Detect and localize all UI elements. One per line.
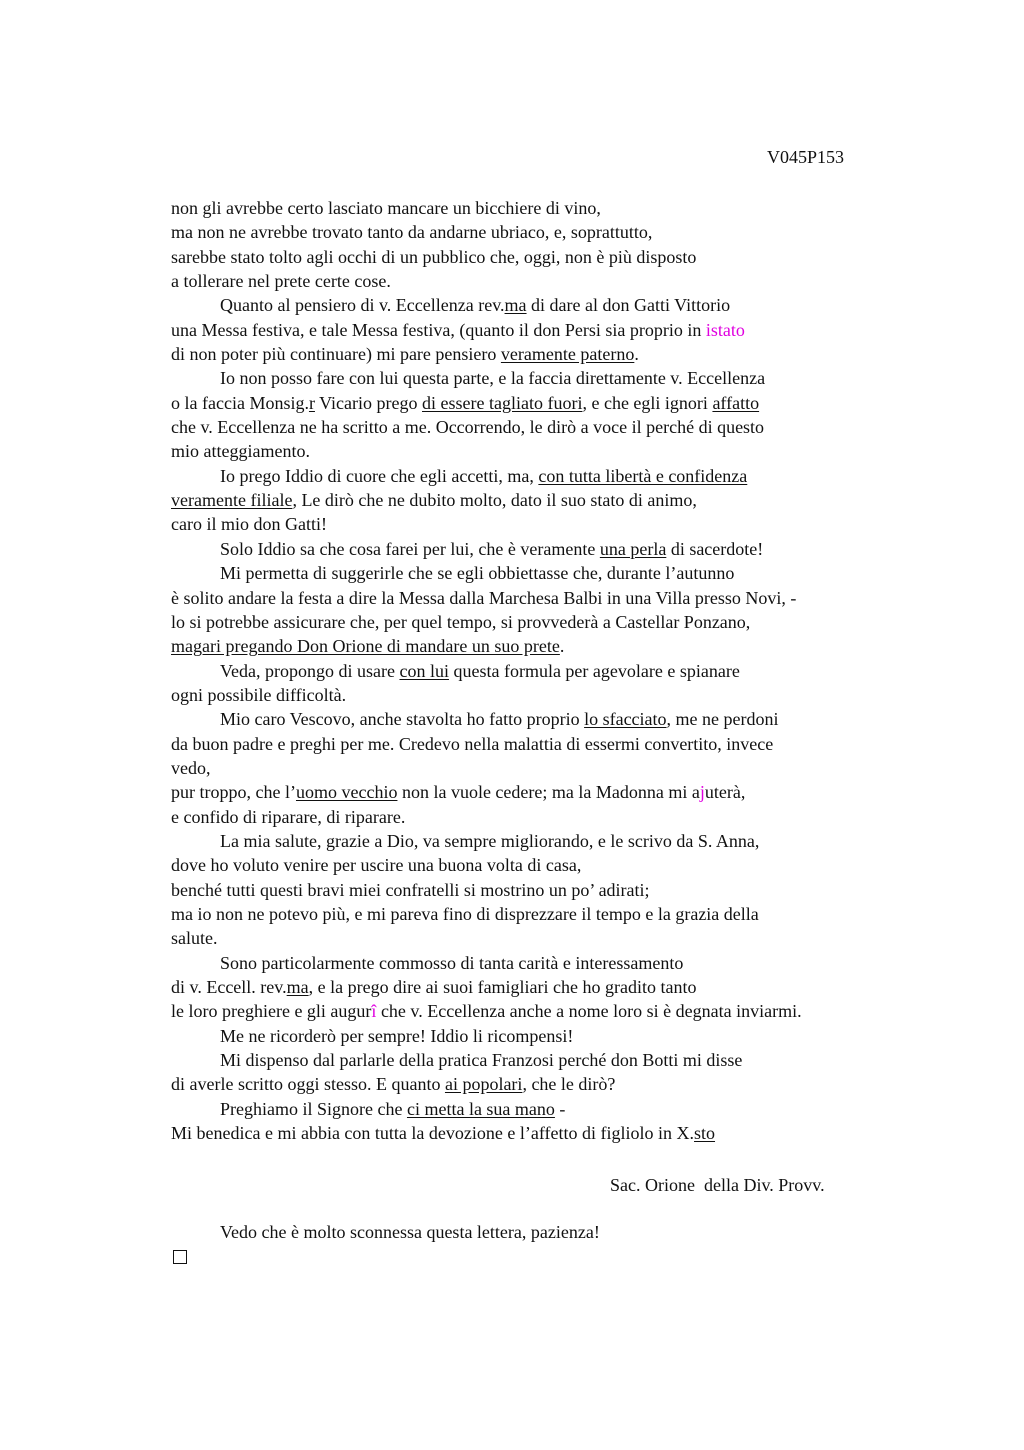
highlighted-text: j (699, 782, 705, 803)
text-run: da buon padre e preghi per me. Credevo nella malattia di essermi convertito, invece (171, 733, 774, 754)
text-run: Solo Iddio sa che cosa farei per lui, che è veramente (220, 538, 600, 559)
text-run: questa formula per agevolare e spianare (448, 660, 740, 681)
text-run: non la vuole cedere; ma la Madonna mi a (397, 782, 700, 803)
letter-line (171, 220, 931, 244)
letter-line (171, 610, 931, 634)
letter-line (171, 732, 931, 756)
text-run: , Le dirò che ne dubito molto, dato il suo stato di animo, (292, 490, 697, 511)
letter-line (171, 439, 931, 463)
text-run: e confido di riparare, di riparare. (171, 806, 406, 827)
letter-line (171, 999, 931, 1023)
text-run: o la faccia Monsig. (171, 392, 309, 413)
letter-line (171, 951, 931, 975)
text-run: è solito andare la festa a dire la Messa dalla Marchesa Balbi in una Villa presso Novi, - (171, 587, 797, 608)
text-run: mio atteggiamento. (171, 441, 310, 462)
text-run: . (559, 636, 565, 657)
text-run: , e che egli ignori (582, 392, 713, 413)
letter-line (171, 756, 931, 780)
letter-line (171, 366, 931, 390)
text-run: benché tutti questi bravi miei confratelli si mostrino un po’ adirati; (171, 879, 650, 900)
text-run: Mio caro Vescovo, anche stavolta ho fatto proprio (220, 709, 585, 730)
letter-line (171, 878, 931, 902)
text-run: , e la prego dire ai suoi famigliari che ho gradito tanto (308, 977, 697, 997)
underlined-text: con tutta libertà e confidenza (538, 465, 748, 486)
letter-line (171, 659, 931, 683)
text-run: ma non ne avrebbe trovato tanto da andarne ubriaco, e, soprattutto, (171, 222, 653, 243)
underlined-text: una perla (599, 538, 667, 559)
text-run: Quanto al pensiero di v. Eccellenza rev. (220, 295, 505, 316)
text-run: caro il mio don Gatti! (171, 514, 327, 535)
letter-line (171, 805, 931, 829)
letter-line (171, 902, 931, 926)
text-run: - (554, 1098, 566, 1119)
letter-line (171, 926, 931, 950)
letter-line (171, 342, 931, 366)
underlined-text: r (308, 392, 315, 413)
text-run: La mia salute, grazie a Dio, va sempre migliorando, e le scrivo da S. Anna, (220, 830, 760, 851)
text-run: una Messa festiva, e tale Messa festiva, (quanto il don Persi sia proprio in (171, 319, 706, 340)
letter-line (171, 975, 931, 999)
letter-line (171, 488, 931, 512)
text-run: non gli avrebbe certo lasciato mancare un bicchiere di vino, (171, 198, 601, 218)
text-run: Mi benedica e mi abbia con tutta la devozione e l’affetto di figliolo in X. (171, 1123, 695, 1144)
underlined-text: con lui (399, 660, 449, 681)
underlined-text: magari pregando Don Orione di mandare un suo prete (171, 636, 560, 657)
underlined-text: ci metta la sua mano (406, 1098, 555, 1119)
letter-line (171, 829, 931, 853)
underlined-text: uomo vecchio (295, 782, 398, 803)
text-run: lo si potrebbe assicurare che, per quel tempo, si provvederà a Castellar Ponzano, (171, 611, 751, 632)
underlined-text: ma (286, 977, 309, 997)
text-run: ma io non ne potevo più, e mi pareva fino di disprezzare il tempo e la grazia della (171, 903, 759, 924)
underlined-text: veramente paterno (500, 344, 635, 365)
text-run: , me ne perdoni (666, 709, 779, 730)
highlighted-text: î (371, 1001, 377, 1022)
text-run: Me ne ricorderò per sempre! Iddio li ricompensi! (220, 1025, 574, 1046)
text-run: Mi dispenso dal parlarle della pratica Franzosi perché don Botti mi disse (220, 1050, 743, 1071)
text-run: di dare al don Gatti Vittorio (526, 295, 731, 316)
letter-line (171, 1072, 931, 1096)
text-run: di sacerdote! (666, 538, 764, 559)
underlined-text: ma (504, 295, 527, 316)
postscript: Vedo che è molto sconnessa questa lettera, pazienza! (220, 1222, 600, 1242)
letter-line (171, 1121, 931, 1145)
text-run: Sono particolarmente commosso di tanta carità e interessamento (220, 952, 684, 973)
underlined-text: lo sfacciato (584, 709, 667, 730)
text-run: dove ho voluto venire per uscire una buona volta di casa, (171, 855, 582, 876)
text-run: ogni possibile difficoltà. (171, 684, 347, 705)
letter-line (171, 196, 931, 220)
text-run: che v. Eccellenza ne ha scritto a me. Occorrendo, le dirò a voce il perché di questo (171, 417, 765, 438)
letter-line (171, 318, 931, 342)
letter-line (171, 561, 931, 585)
letter-line (171, 1048, 931, 1072)
text-run: Preghiamo il Signore che (220, 1098, 407, 1119)
text-run: vedo, (171, 757, 211, 778)
text-run: Veda, propongo di usare (220, 660, 400, 681)
text-run: uterà, (704, 782, 746, 803)
text-run: di non poter più continuare) mi pare pensiero (171, 344, 501, 365)
underlined-text: ai popolari (444, 1074, 523, 1095)
letter-line (171, 853, 931, 877)
letter-line (171, 634, 931, 658)
page-id: V045P153 (766, 147, 844, 167)
letter-line (171, 464, 931, 488)
text-run: salute. (171, 928, 218, 949)
text-run: Mi permetta di suggerirle che se egli obbiettasse che, durante l’autunno (220, 563, 735, 584)
text-run: Io prego Iddio di cuore che egli accetti, ma, (220, 465, 539, 486)
letter-line (171, 683, 931, 707)
letter-line (171, 586, 931, 610)
highlighted-text: istato (705, 319, 745, 340)
text-run: che v. Eccellenza anche a nome loro si è degnata inviarmi. (376, 1001, 802, 1022)
text-run: di v. Eccell. rev. (171, 977, 287, 997)
letter-line (171, 415, 931, 439)
text-run: sarebbe stato tolto agli occhi di un pubblico che, oggi, non è più disposto (171, 246, 697, 267)
text-run: Io non posso fare con lui questa parte, e la faccia direttamente v. Eccellenza (220, 368, 766, 389)
underlined-text: sto (694, 1123, 716, 1144)
letter-line (171, 245, 931, 269)
text-run: a tollerare nel prete certe cose. (171, 271, 391, 292)
text-run: Vicario prego (314, 392, 423, 413)
letter-line (171, 780, 931, 804)
letter-line (171, 391, 931, 415)
text-run: le loro preghiere e gli augur (171, 1001, 372, 1022)
text-run: pur troppo, che l’ (171, 782, 296, 803)
text-run: di averle scritto oggi stesso. E quanto (171, 1074, 445, 1095)
letter-line (171, 269, 931, 293)
letter-body (171, 196, 931, 1145)
letter-line (171, 293, 931, 317)
text-run: , che le dirò? (522, 1074, 616, 1095)
letter-line (171, 537, 931, 561)
letter-line (171, 512, 931, 536)
underlined-text: veramente filiale (171, 490, 293, 511)
letter-line (171, 1024, 931, 1048)
letter-line (171, 707, 931, 731)
letter-line (171, 1097, 931, 1121)
underlined-text: affatto (712, 392, 760, 413)
text-run: . (634, 344, 639, 365)
empty-square-icon (173, 1250, 187, 1264)
signature: Sac. Orione della Div. Provv. (610, 1175, 825, 1195)
underlined-text: di essere tagliato fuori (422, 392, 583, 413)
